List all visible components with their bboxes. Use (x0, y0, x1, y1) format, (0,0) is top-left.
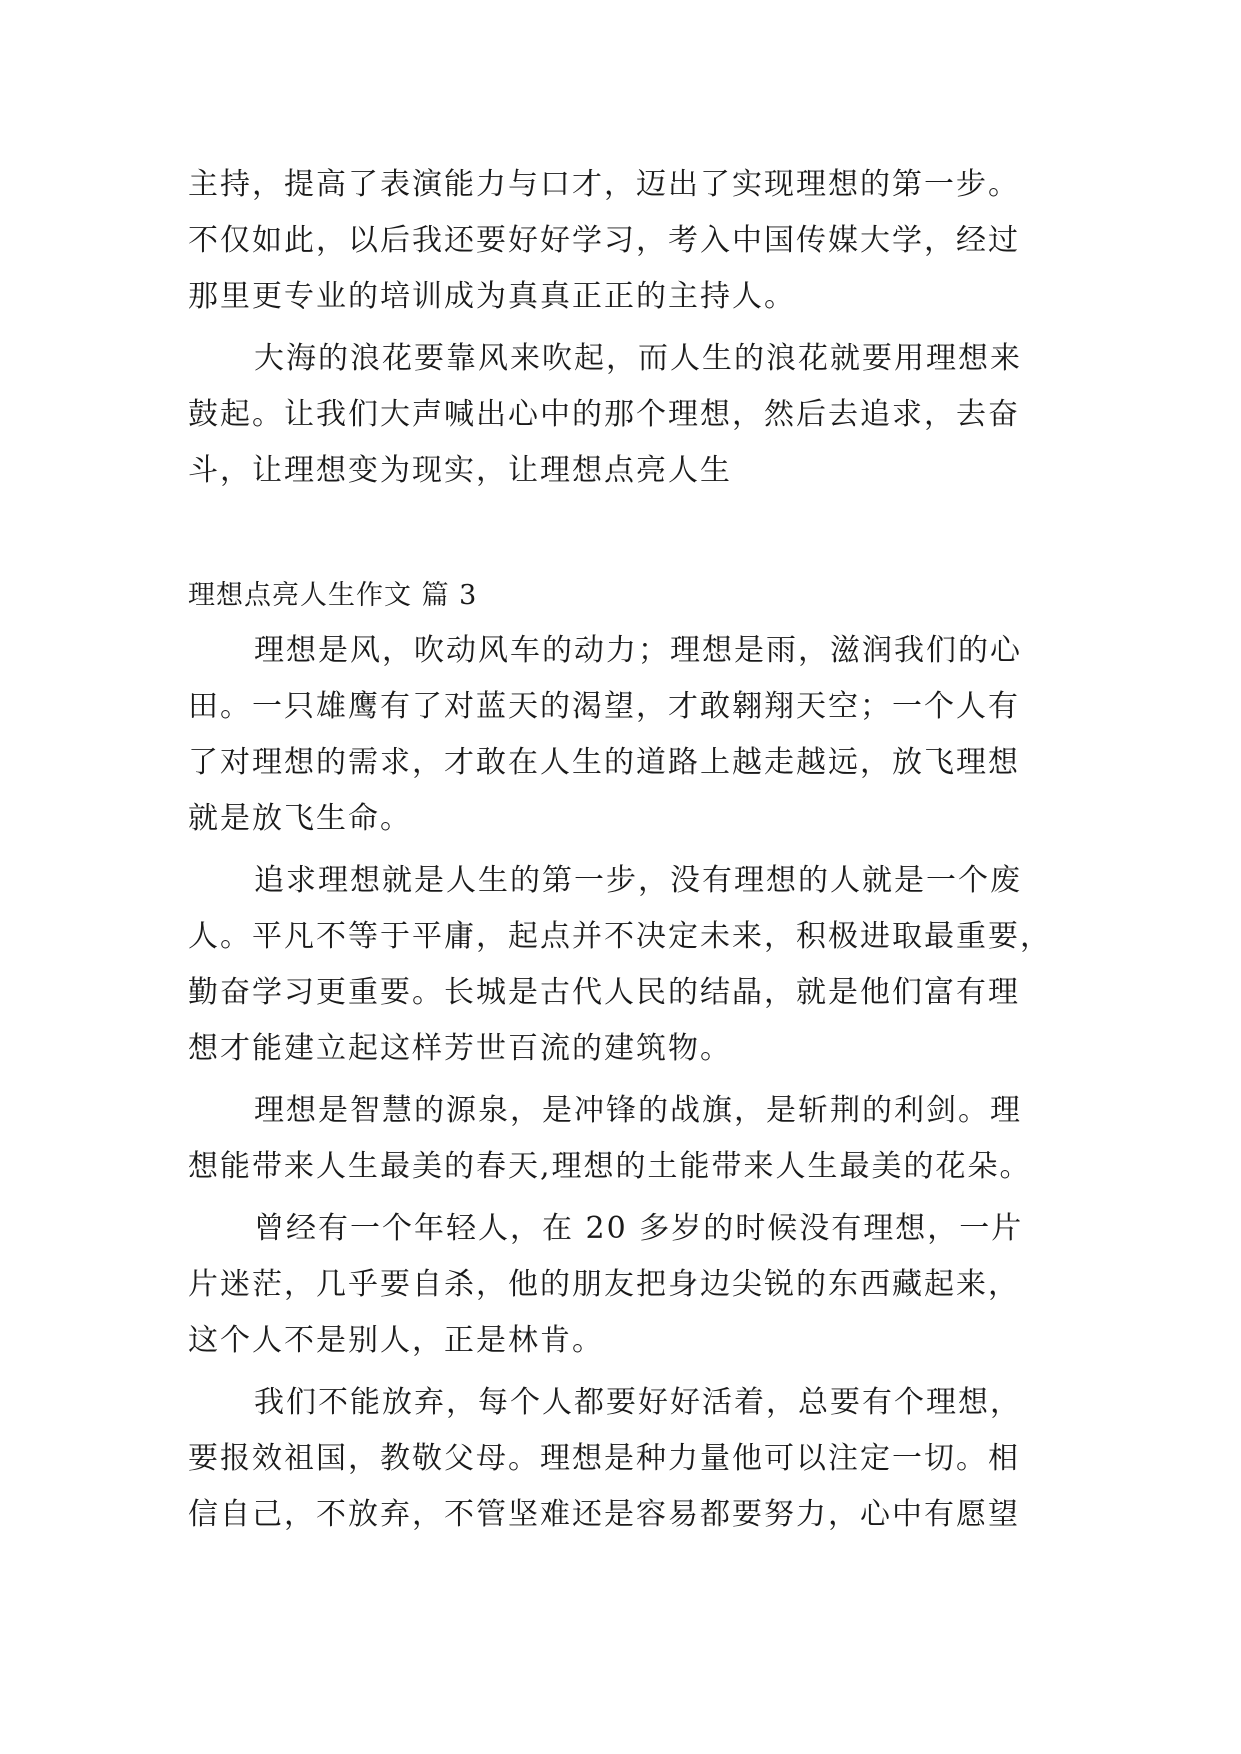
prev-paragraph-2-line-2: 鼓起。让我们大声喊出心中的那个理想，然后去追求，去奋 (188, 397, 1020, 432)
s3-paragraph-4-line-2: 片迷茫，几乎要自杀，他的朋友把身边尖锐的东西藏起来， (188, 1267, 1020, 1302)
prev-paragraph-1-line-3: 那里更专业的培训成为真真正正的主持人。 (188, 279, 796, 314)
s3-paragraph-3-line-2: 想能带来人生最美的春天,理想的土能带来人生最美的花朵。 (188, 1149, 1032, 1184)
s3-paragraph-2-line-2: 人。平凡不等于平庸，起点并不决定未来，积极进取最重要， (188, 919, 1052, 954)
prev-paragraph-2-line-3: 斗，让理想变为现实，让理想点亮人生 (188, 453, 732, 488)
s3-paragraph-5-line-1: 我们不能放弃，每个人都要好好活着，总要有个理想， (254, 1385, 1022, 1420)
s3-paragraph-2-line-4: 想才能建立起这样芳世百流的建筑物。 (188, 1031, 732, 1066)
s3-paragraph-5-line-3: 信自己，不放弃，不管坚难还是容易都要努力，心中有愿望 (188, 1497, 1020, 1532)
section-heading: 理想点亮人生作文 篇 3 (188, 580, 478, 611)
s3-paragraph-4-line-1: 曾经有一个年轻人，在 20 多岁的时候没有理想，一片 (254, 1211, 1024, 1246)
s3-paragraph-2-line-3: 勤奋学习更重要。长城是古代人民的结晶，就是他们富有理 (188, 975, 1020, 1010)
s3-paragraph-2-line-1: 追求理想就是人生的第一步，没有理想的人就是一个废 (254, 863, 1022, 898)
prev-paragraph-2-line-1: 大海的浪花要靠风来吹起，而人生的浪花就要用理想来 (254, 341, 1022, 376)
prev-paragraph-1-line-2: 不仅如此，以后我还要好好学习，考入中国传媒大学，经过 (188, 223, 1020, 258)
s3-paragraph-1-line-3: 了对理想的需求，才敢在人生的道路上越走越远，放飞理想 (188, 745, 1020, 780)
s3-paragraph-1-line-4: 就是放飞生命。 (188, 801, 412, 836)
s3-paragraph-5-line-2: 要报效祖国，教敬父母。理想是种力量他可以注定一切。相 (188, 1441, 1020, 1476)
s3-paragraph-1-line-2: 田。一只雄鹰有了对蓝天的渴望，才敢翱翔天空；一个人有 (188, 689, 1020, 724)
prev-paragraph-1-line-1: 主持，提高了表演能力与口才，迈出了实现理想的第一步。 (188, 167, 1020, 202)
s3-paragraph-4-line-3: 这个人不是别人，正是林肯。 (188, 1323, 604, 1358)
s3-paragraph-1-line-1: 理想是风，吹动风车的动力；理想是雨，滋润我们的心 (254, 633, 1022, 668)
s3-paragraph-3-line-1: 理想是智慧的源泉，是冲锋的战旗，是斩荆的利剑。理 (254, 1093, 1022, 1128)
